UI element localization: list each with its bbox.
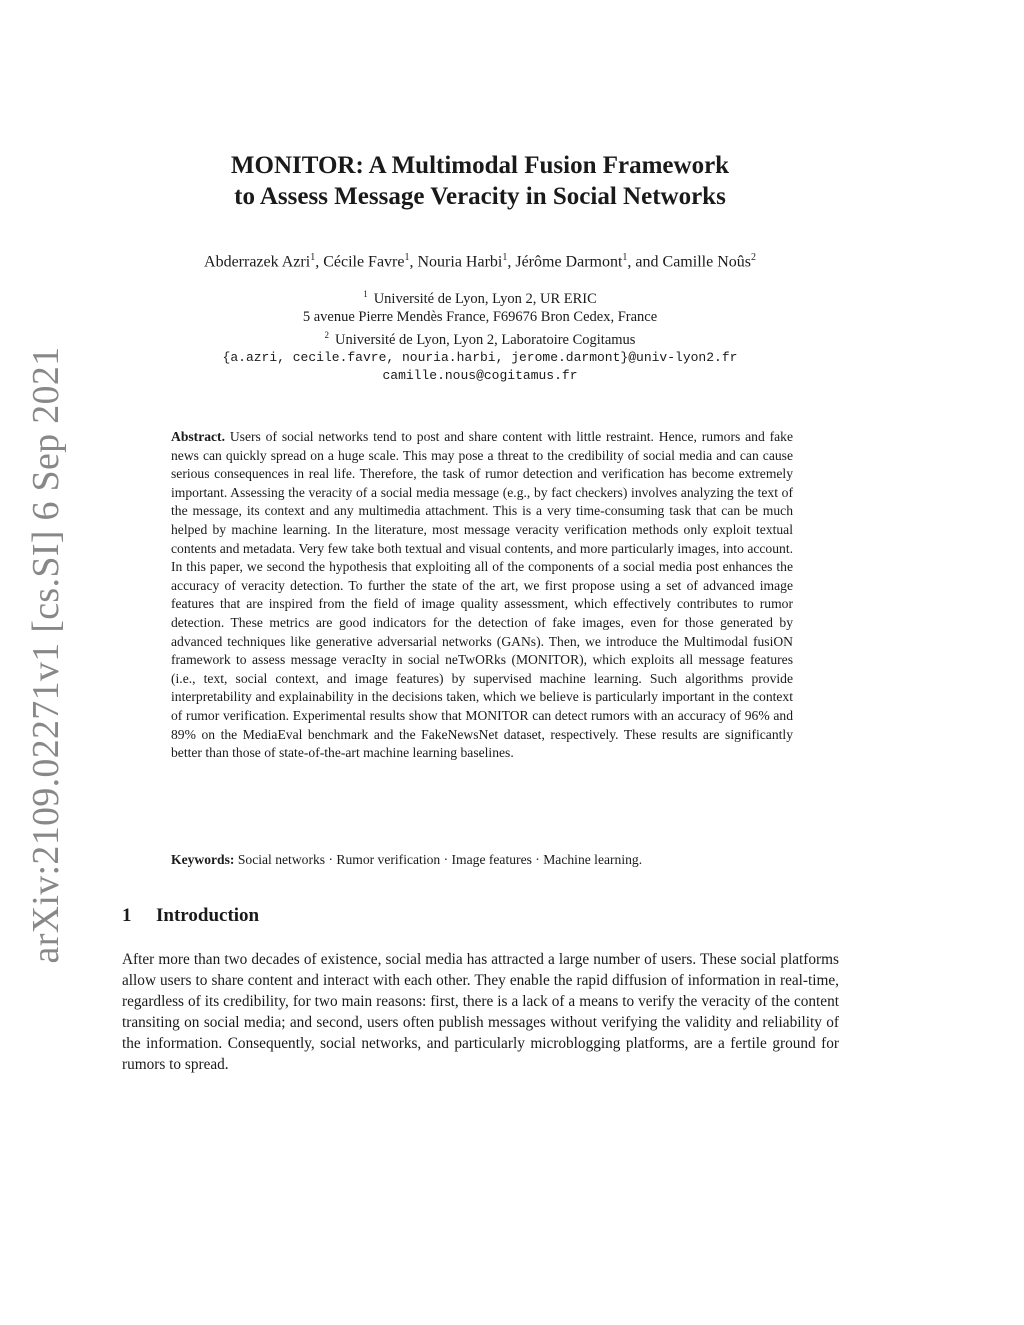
author-name: Cécile Favre bbox=[323, 253, 405, 271]
affiliation-1-name: Université de Lyon, Lyon 2, UR ERIC bbox=[373, 290, 597, 307]
section-title: Introduction bbox=[156, 905, 260, 926]
abstract-text: Users of social networks tend to post and share content with little restraint. Hence, rumors and fake news can quickly spread on a huge scale. This may pose a threat to the credibility of social media and can cause serious consequences in real life. Therefore, the task of rumor detection and verification has become extremely important. Assessing the veracity of a social media message (e.g., by fact checkers) involves analyzing the text of the message, its context and any multimedia attachment. This is a very time-consuming task that can be much helped by machine learning. In the literature, most message veracity verification methods only exploit textual contents and metadata. Very few take both textual and visual contents, and more particularly images, into account. In this paper, we second the hypothesis that exploiting all of the components of a social media post enhances the accuracy of veracity detection. To further the state of the art, we first propose using a set of advanced image features that are inspired from the field of image quality assessment, which effectively contributes to rumor detection. These metrics are good indicators for the detection of fake images, even for those generated by advanced techniques like generative adversarial networks (GANs). Then, we introduce the Multimodal fusiON framework to assess message veracIty in social neTwORks (MONITOR), which exploits all message features (i.e., text, social context, and image features) by supervised machine learning. Such algorithms provide interpretability and explainability in the decisions taken, which we believe is particularly important in the context of rumor verification. Experimental results show that MONITOR can detect rumors with an accuracy of 96% and 89% on the MediaEval benchmark and the FakeNewsNet dataset, respectively. These results are significantly better than those of state-of-the-art machine learning baselines. bbox=[171, 429, 793, 761]
author-email-cogitamus: camille.nous@cogitamus.fr bbox=[382, 367, 578, 383]
author-list: Abderrazek Azri$^1$, Cécile Favre$^1$, Nouria Harbi$^1$, Jérôme Darmont$^1$, and Camille Noûs$^2$ bbox=[204, 252, 756, 271]
paper-title bbox=[150, 150, 810, 212]
affiliation-number: 2 bbox=[324, 329, 330, 340]
author-affiliation-mark: 1 bbox=[404, 252, 410, 263]
affiliation-2 bbox=[170, 326, 790, 349]
author-emails-lyon2: {a.azri, cecile.favre, nouria.harbi, jerome.darmont}@univ-lyon2.fr bbox=[222, 349, 738, 365]
introduction-paragraph: After more than two decades of existence, social media has attracted a large number of users. These social platforms allow users to share content and interact with each other. They enable the rapid diffusion of information in real-time, regardless of its credibility, for two main reasons: first, there is a lack of a means to verify the veracity of the content transiting on social media; and second, users often publish messages without verifying the validity and reliability of the information. Consequently, social networks, and particularly microblogging platforms, are a fertile ground for rumors to spread. bbox=[122, 951, 839, 1073]
arxiv-identifier-stamp: arXiv:2109.02271v1 [cs.SI] 6 Sep 2021 bbox=[25, 346, 67, 964]
title-line-1: MONITOR: A Multimodal Fusion Framework bbox=[230, 152, 730, 179]
author-name: Nouria Harbi bbox=[417, 253, 503, 271]
author-affiliation-mark: 1 bbox=[502, 252, 508, 263]
author-name: Camille Noûs bbox=[662, 253, 751, 271]
author-affiliation-mark: 1 bbox=[310, 252, 316, 263]
abstract bbox=[171, 428, 793, 763]
affiliation-1 bbox=[170, 285, 790, 308]
section-heading-introduction bbox=[122, 905, 259, 927]
author-name: Jérôme Darmont bbox=[515, 253, 623, 271]
affiliation-1-address: 5 avenue Pierre Mendès France, F69676 Bron Cedex, France bbox=[302, 308, 658, 325]
author-name: Abderrazek Azri bbox=[204, 253, 311, 271]
keywords-text: Social networks · Rumor verification · Image features · Machine learning. bbox=[237, 852, 643, 867]
section-number: 1 bbox=[122, 905, 132, 926]
author-affiliation-mark: 1 bbox=[622, 252, 628, 263]
keywords-label: Keywords: bbox=[171, 852, 235, 867]
affiliation-number: 1 bbox=[363, 289, 368, 299]
abstract-label: Abstract. bbox=[171, 429, 225, 444]
author-affiliation-mark: 2 bbox=[750, 252, 756, 263]
affiliation-2-name: Université de Lyon, Lyon 2, Laboratoire Cogitamus bbox=[335, 331, 636, 348]
affiliations-block bbox=[170, 285, 790, 385]
keywords bbox=[171, 851, 793, 869]
title-line-2: to Assess Message Veracity in Social Networks bbox=[234, 183, 726, 210]
